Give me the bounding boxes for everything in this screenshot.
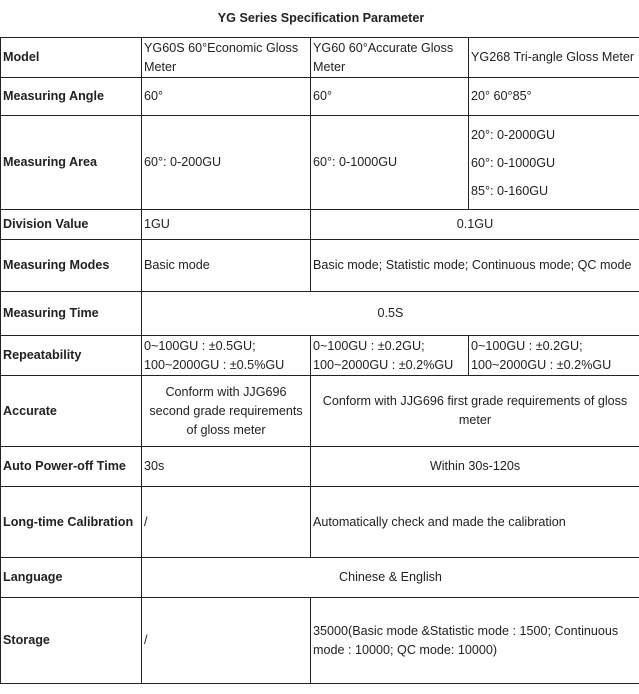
- label-measuring-angle: Measuring Angle: [1, 78, 142, 116]
- label-repeatability: Repeatability: [1, 336, 142, 376]
- label-storage: Storage: [1, 598, 142, 684]
- storage-yg60s: /: [142, 598, 311, 684]
- repeat-yg60-line2: 100~2000GU : ±0.2%GU: [313, 357, 454, 372]
- model-yg268: YG268 Tri-angle Gloss Meter: [469, 38, 639, 78]
- repeat-yg60s-line1: 0~100GU : ±0.5GU;: [144, 338, 256, 353]
- calibration-yg60s: /: [142, 487, 311, 558]
- label-language: Language: [1, 558, 142, 598]
- label-measuring-modes: Measuring Modes: [1, 240, 142, 292]
- modes-others: Basic mode; Statistic mode; Continuous mode; QC mode: [311, 240, 639, 292]
- table-title: YG Series Specification Parameter: [1, 0, 639, 38]
- area-yg60: 60°: 0-1000GU: [311, 116, 469, 210]
- row-long-time-calibration: [1, 487, 639, 558]
- row-language: [1, 558, 639, 598]
- row-measuring-area: [1, 116, 639, 210]
- row-measuring-modes: [1, 240, 639, 292]
- area-yg268: [469, 116, 639, 210]
- title-row: [1, 0, 639, 38]
- angle-yg268: 20° 60°85°: [469, 78, 639, 116]
- power-off-others: Within 30s-120s: [311, 447, 639, 487]
- label-long-time-calibration: Long-time Calibration: [1, 487, 142, 558]
- storage-others: 35000(Basic mode &Statistic mode : 1500; Continuous mode : 10000; QC mode: 10000): [311, 598, 639, 684]
- repeat-yg268-line2: 100~2000GU : ±0.2%GU: [471, 357, 612, 372]
- row-measuring-angle: [1, 78, 639, 116]
- power-off-yg60s: 30s: [142, 447, 311, 487]
- label-measuring-area: Measuring Area: [1, 116, 142, 210]
- language-all: Chinese & English: [142, 558, 639, 598]
- measuring-time-all: 0.5S: [142, 292, 639, 336]
- row-repeatability: [1, 336, 639, 376]
- modes-yg60s: Basic mode: [142, 240, 311, 292]
- accurate-yg60s: Conform with JJG696 second grade requirements of gloss meter: [142, 376, 311, 447]
- division-others: 0.1GU: [311, 210, 639, 240]
- label-model: Model: [1, 38, 142, 78]
- row-storage: [1, 598, 639, 684]
- area-yg60s: 60°: 0-200GU: [142, 116, 311, 210]
- row-accurate: [1, 376, 639, 447]
- angle-yg60: 60°: [311, 78, 469, 116]
- repeat-yg268: [469, 336, 639, 376]
- row-auto-power-off: [1, 447, 639, 487]
- repeat-yg60: [311, 336, 469, 376]
- calibration-others: Automatically check and made the calibration: [311, 487, 639, 558]
- label-auto-power-off: Auto Power-off Time: [1, 447, 142, 487]
- model-yg60s: YG60S 60°Economic Gloss Meter: [142, 38, 311, 78]
- repeat-yg60-line1: 0~100GU : ±0.2GU;: [313, 338, 425, 353]
- division-yg60s: 1GU: [142, 210, 311, 240]
- label-measuring-time: Measuring Time: [1, 292, 142, 336]
- row-model: [1, 38, 639, 78]
- accurate-others: Conform with JJG696 first grade requirements of gloss meter: [311, 376, 639, 447]
- label-accurate: Accurate: [1, 376, 142, 447]
- row-division-value: [1, 210, 639, 240]
- area-yg268-60: 60°: 0-1000GU: [471, 155, 556, 170]
- repeat-yg60s-line2: 100~2000GU : ±0.5%GU: [144, 357, 285, 372]
- label-division-value: Division Value: [1, 210, 142, 240]
- angle-yg60s: 60°: [142, 78, 311, 116]
- area-yg268-20: 20°: 0-2000GU: [471, 127, 556, 142]
- repeat-yg60s: [142, 336, 311, 376]
- repeat-yg268-line1: 0~100GU : ±0.2GU;: [471, 338, 583, 353]
- model-yg60: YG60 60°Accurate Gloss Meter: [311, 38, 469, 78]
- row-measuring-time: [1, 292, 639, 336]
- area-yg268-85: 85°: 0-160GU: [471, 183, 549, 198]
